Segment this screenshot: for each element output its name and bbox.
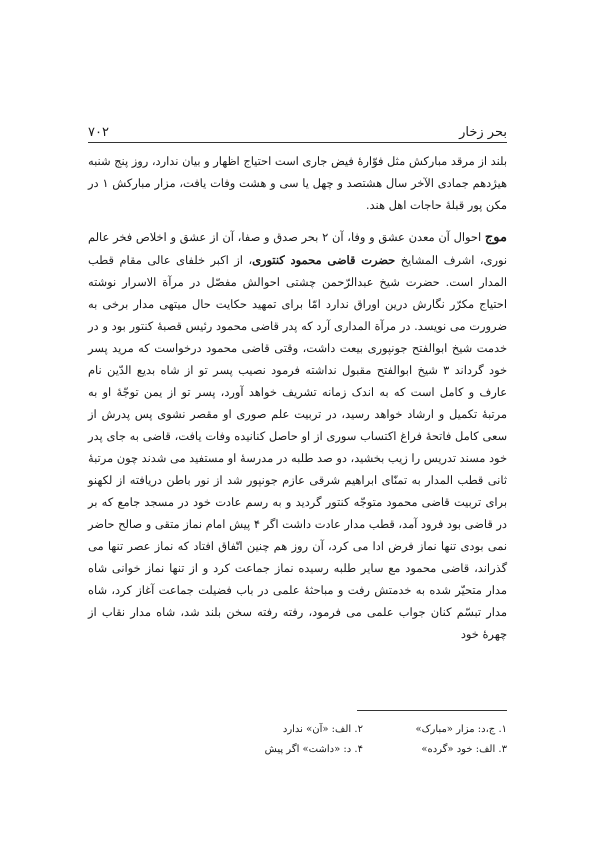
footnote: ۴. د: «داشت» اگر پیش [264,744,363,755]
paragraph-text: احوال آن معدن عشق و وفا، آن ۲ بحر صدق و صفا، آن از عشق و اخلاص فخر عالم نوری، اشرف المشایخ [88,230,507,267]
footnote: ۱. ج،د: مزار «مبارک» [415,724,507,735]
footnote-row [230,720,507,740]
paragraph-text: ، از اکبر خلفای عالی مقام قطب المدار است. حضرت شیخ عبدالرّحمن چشتی احوالش مفصّل در مرآة الاسرار نوشته احتیاج مکرّر نگارش درین اوراق ندارد امّا برای تمهید حکایت حال میتهی مدار برخی به ضرورت می نویسد. در مرآة المداری آرد که پدر قاضی محمود رئیس قصبهٔ کنتور بود و در خدمت شیخ ابوالفتح جونپوری بیعت داشت، وقتی قاضی محمود درخواست که مرید پسر خود گرداند ۳ شیخ ابوالفتح مقبول نداشته فرمود نصیب پسر تو از شاه بدیع الدّین نام عارف و کامل است که به اندک زمانه تشریف خواهد آورد، پسر تو از یمن توجّهٔ او به مرتبهٔ تکمیل و ارشاد خواهد رسید، در تربیت علم صوری او مقصر نشوی پس پدرش از سعی کامل فاتحهٔ فراغ اکتساب سوری از او حاصل کنانیده وفات یافت، قاضی به جای پدر خود مسند تدریس را زیب بخشید، دو صد طلبه در مدرسهٔ او مستفید می شدند چون مرتبهٔ ثانی قطب المدار به تمنّای ابراهیم شرقی عازم جونپور شد از نور باطن دریافته از لکهنو برای تربیت قاضی محمود متوجّه کنتور گردید و به رسم عادت خود در مسجد جامع که بر در قاضی بود فرود آمد، قطب مدار عادت داشت اگر ۴ پیش امام نماز متقی و صالح حاضر نمی بودی تنها نماز فرض ادا می کرد، آن روز هم چنین اتّفاق افتاد که نماز عصر تنها می گذراند، قاضی محمود مع سایر طلبه رسیده نماز جماعت کرد و از تنها نماز خوانی شاه مدار متحیّر شده به خدمتش رفت و مباحثهٔ علمی در باب فضیلت جماعت آغاز کرد، شاه مدار تبسّم کنان جواب علمی می فرمود، رفته رفته سخن بلند شد، شاه مدار نقاب از چهرهٔ خود [88,253,507,641]
header-rule [88,142,507,143]
running-title: بحر زخار [459,125,507,140]
paragraph [88,226,507,645]
paragraph: بلند از مرقد مبارکش مثل فوّارهٔ فیض جاری است احتیاج اظهار و بیان ندارد، روز پنج شنبه هیژدهم جمادی الآخر سال هشتصد و چهل یا سی و هشت وفات یافت، مزار مبارکش ۱ در مکن پور قبلهٔ حاجات اهل هند. [88,154,507,212]
footnote: ۲. الف: «آن» ندارد [282,724,363,735]
page-number: ۷۰۲ [88,125,109,140]
page-header [88,118,507,140]
section-lead: موج [484,230,507,245]
footnotes [230,720,507,760]
body-text [88,150,507,645]
footnote-rule [357,710,507,711]
bold-name: حضرت قاضی محمود کنتوری [252,253,396,267]
footnote: ۳. الف: خود «گرده» [421,744,507,755]
footnote-row [230,740,507,760]
